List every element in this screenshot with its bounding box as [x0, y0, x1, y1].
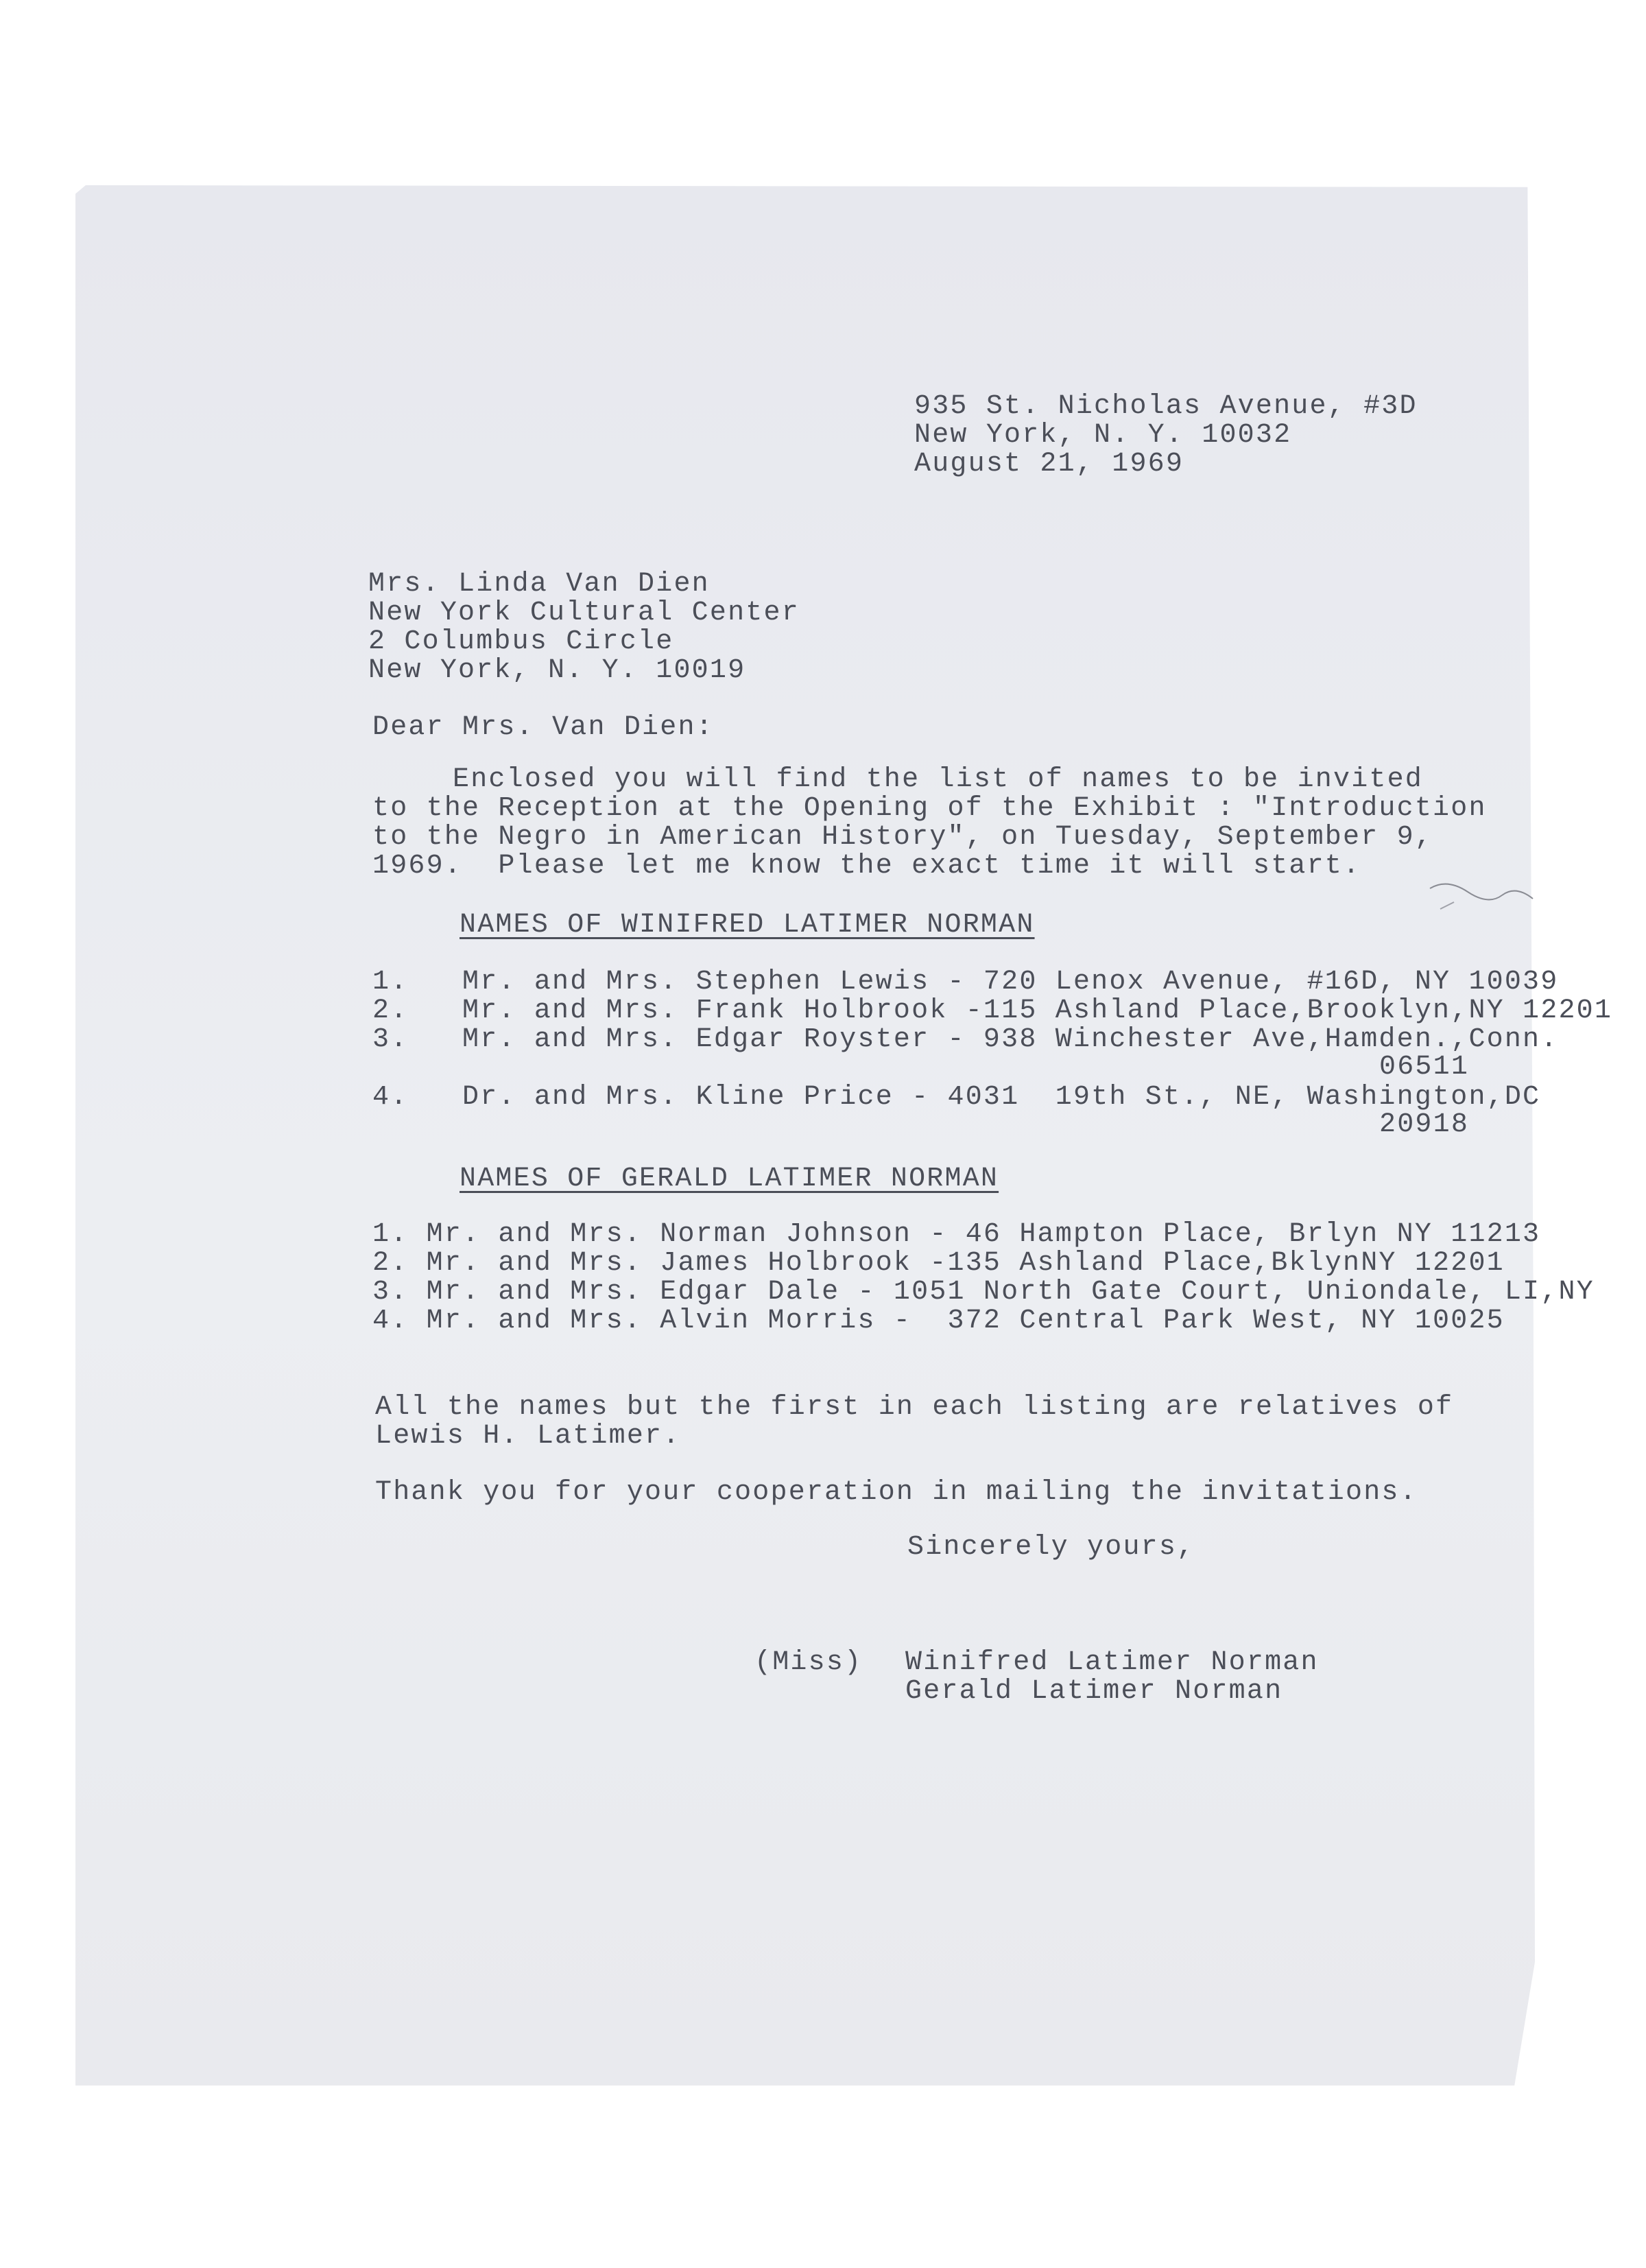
list-entry: 1. Mr. and Mrs. Stephen Lewis - 720 Lenox Avenue, #16D, NY 10039	[372, 967, 1559, 997]
signature-name: Winifred Latimer Norman	[905, 1647, 1319, 1678]
list-entry-continuation: 06511	[1379, 1052, 1470, 1083]
list-entry: 4. Dr. and Mrs. Kline Price - 4031 19th St., NE, Washington,DC	[372, 1082, 1541, 1113]
recipient-street: 2 Columbus Circle	[368, 626, 674, 657]
list-heading-gerald: NAMES OF GERALD LATIMER NORMAN	[460, 1163, 999, 1194]
intro-line: to the Negro in American History", on Tuesday, September 9,	[372, 822, 1433, 853]
thanks-line: Thank you for your cooperation in mailing the invitations.	[375, 1477, 1418, 1508]
list-heading-winifred: NAMES OF WINIFRED LATIMER NORMAN	[460, 910, 1035, 941]
letter-paper	[75, 185, 1535, 2086]
letter-date: August 21, 1969	[914, 449, 1184, 480]
recipient-city: New York, N. Y. 10019	[368, 655, 746, 686]
sender-street: 935 St. Nicholas Avenue, #3D	[914, 391, 1418, 422]
recipient-name: Mrs. Linda Van Dien	[368, 569, 710, 600]
list-entry: 1. Mr. and Mrs. Norman Johnson - 46 Hampton Place, Brlyn NY 11213	[372, 1219, 1541, 1250]
list-entry: 2. Mr. and Mrs. Frank Holbrook -115 Ashland Place,Brooklyn,NY 12201	[372, 995, 1613, 1026]
relatives-note: Lewis H. Latimer.	[375, 1421, 681, 1452]
relatives-note: All the names but the first in each listing are relatives of	[375, 1392, 1454, 1423]
signature-prefix: (Miss)	[754, 1647, 863, 1678]
list-entry: 3. Mr. and Mrs. Edgar Royster - 938 Winchester Ave,Hamden.,Conn.	[372, 1024, 1559, 1055]
signature-name: Gerald Latimer Norman	[905, 1676, 1283, 1707]
intro-line: to the Reception at the Opening of the Exhibit : "Introduction	[372, 793, 1487, 824]
paper-tear-mark	[1427, 875, 1536, 930]
salutation: Dear Mrs. Van Dien:	[372, 712, 714, 743]
recipient-org: New York Cultural Center	[368, 598, 800, 628]
list-entry: 4. Mr. and Mrs. Alvin Morris - 372 Central Park West, NY 10025	[372, 1306, 1505, 1336]
intro-line: Enclosed you will find the list of names to be invited	[453, 764, 1424, 795]
list-entry: 2. Mr. and Mrs. James Holbrook -135 Ashland Place,BklynNY 12201	[372, 1248, 1505, 1279]
sender-city: New York, N. Y. 10032	[914, 420, 1292, 451]
list-entry: 3. Mr. and Mrs. Edgar Dale - 1051 North Gate Court, Uniondale, LI,NY	[372, 1277, 1595, 1308]
list-entry-continuation: 20918	[1379, 1109, 1470, 1140]
intro-line: 1969. Please let me know the exact time it will start.	[372, 851, 1361, 882]
closing: Sincerely yours,	[907, 1532, 1195, 1563]
